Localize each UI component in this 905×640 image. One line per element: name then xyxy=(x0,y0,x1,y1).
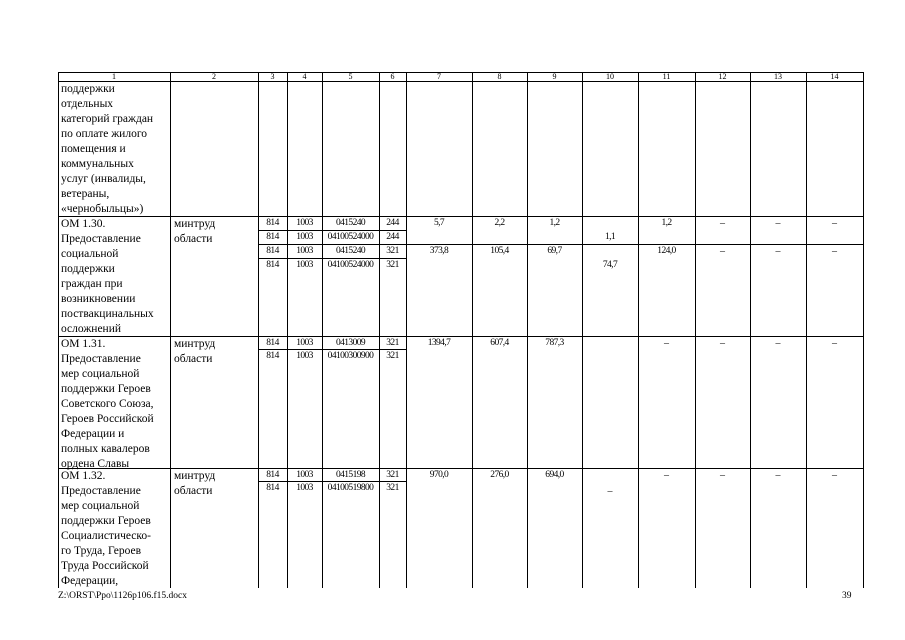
value-year: – xyxy=(775,338,781,349)
code-grbs: 814 xyxy=(266,470,279,480)
code-section: 1003 xyxy=(296,470,313,480)
header-col-11: 11 xyxy=(662,72,671,81)
page-number: 39 xyxy=(842,591,852,601)
code-grbs: 814 xyxy=(266,351,279,361)
header-col-13: 13 xyxy=(774,72,782,81)
value-year: 607,4 xyxy=(490,338,509,348)
code-target: 0415240 xyxy=(335,218,366,228)
value-year: – xyxy=(832,338,837,349)
header-col-2: 2 xyxy=(212,72,216,81)
code-type: 321 xyxy=(386,351,399,361)
code-target: 0415198 xyxy=(335,470,366,480)
code-section: 1003 xyxy=(296,338,313,348)
value-year: – xyxy=(832,218,837,229)
code-section: 1003 xyxy=(296,483,313,493)
code-section: 1003 xyxy=(296,218,313,228)
header-col-3: 3 xyxy=(270,72,275,81)
code-type: 321 xyxy=(386,260,399,270)
header-col-10: 10 xyxy=(606,72,614,81)
value-year: – xyxy=(832,246,837,257)
header-col-4: 4 xyxy=(302,72,307,81)
header-col-5: 5 xyxy=(348,72,353,81)
value-year: – xyxy=(832,470,837,481)
value-year: – xyxy=(664,338,669,349)
code-section: 1003 xyxy=(296,260,313,270)
code-target: 0415240 xyxy=(335,246,366,256)
header-col-7: 7 xyxy=(437,72,441,81)
code-section: 1003 xyxy=(296,246,313,256)
code-type: 321 xyxy=(386,246,399,256)
value-year: 1,2 xyxy=(661,218,672,228)
row-executor: минтруд области xyxy=(174,218,216,245)
code-type: 244 xyxy=(386,232,399,242)
value-year: 787,3 xyxy=(545,338,564,348)
code-target: 04100524000 xyxy=(327,232,374,242)
code-grbs: 814 xyxy=(266,246,279,256)
header-col-8: 8 xyxy=(497,72,502,81)
value-year: 1,2 xyxy=(549,218,560,228)
value-year: 74,7 xyxy=(602,260,618,270)
value-year: 124,0 xyxy=(657,246,676,256)
code-type: 244 xyxy=(386,218,399,228)
file-path: Z:\ORST\Ppo\1126p106.f15.docx xyxy=(58,591,187,601)
value-year: 2,2 xyxy=(494,218,505,228)
code-grbs: 814 xyxy=(266,232,279,242)
value-year: – xyxy=(607,486,613,497)
code-type: 321 xyxy=(386,338,399,348)
value-year: – xyxy=(720,218,725,229)
value-year: 105,4 xyxy=(490,246,509,256)
code-grbs: 814 xyxy=(266,483,279,493)
row-executor: минтруд области xyxy=(174,338,216,365)
value-year: – xyxy=(664,470,669,481)
budget-table xyxy=(58,72,863,588)
code-target: 04100300900 xyxy=(327,351,374,361)
code-type: 321 xyxy=(386,483,399,493)
value-year: 69,7 xyxy=(547,246,562,256)
row-executor: минтруд области xyxy=(174,470,216,497)
header-col-14: 14 xyxy=(830,72,839,81)
value-year: 276,0 xyxy=(490,470,509,480)
code-grbs: 814 xyxy=(266,260,279,270)
value-year: – xyxy=(720,470,725,481)
value-total: 373,8 xyxy=(429,246,449,256)
header-col-6: 6 xyxy=(390,72,395,81)
value-year: – xyxy=(775,470,781,481)
row-description: ОМ 1.32. Предоставление мер социальной поддержки Героев Социалистическо- го Труда, Героев Труда Российской Федерации, xyxy=(61,470,151,587)
value-year: – xyxy=(720,246,725,257)
code-grbs: 814 xyxy=(266,338,279,348)
value-year: – xyxy=(775,218,781,229)
row-description: ОМ 1.31. Предоставление мер социальной поддержки Героев Советского Союза, Героев Российской Федерации и полных кавалеров ордена Славы xyxy=(61,338,154,470)
row-description: поддержки отдельных категорий граждан по оплате жилого помещения и коммунальных услуг (инвалиды, ветераны, «чернобыльцы») xyxy=(61,83,154,215)
value-total: 970,0 xyxy=(429,470,449,480)
header-col-9: 9 xyxy=(552,72,557,81)
value-year: 1,1 xyxy=(604,232,616,242)
value-year: 694,0 xyxy=(545,470,564,480)
value-total: 1394,7 xyxy=(427,338,451,348)
row-description: ОМ 1.30. Предоставление социальной поддержки граждан при возникновении поствакцинальных осложнений xyxy=(61,218,154,335)
code-target: 04100524000 xyxy=(327,260,374,270)
value-year: – xyxy=(775,246,781,257)
code-type: 321 xyxy=(386,470,399,480)
header-col-1: 1 xyxy=(112,72,116,81)
code-target: 04100519800 xyxy=(327,483,374,493)
value-total: 5,7 xyxy=(433,218,445,228)
code-section: 1003 xyxy=(296,232,313,242)
header-col-12: 12 xyxy=(718,72,727,81)
code-grbs: 814 xyxy=(266,218,279,228)
code-target: 0413009 xyxy=(335,338,366,348)
value-year: – xyxy=(720,338,725,349)
code-section: 1003 xyxy=(296,351,313,361)
